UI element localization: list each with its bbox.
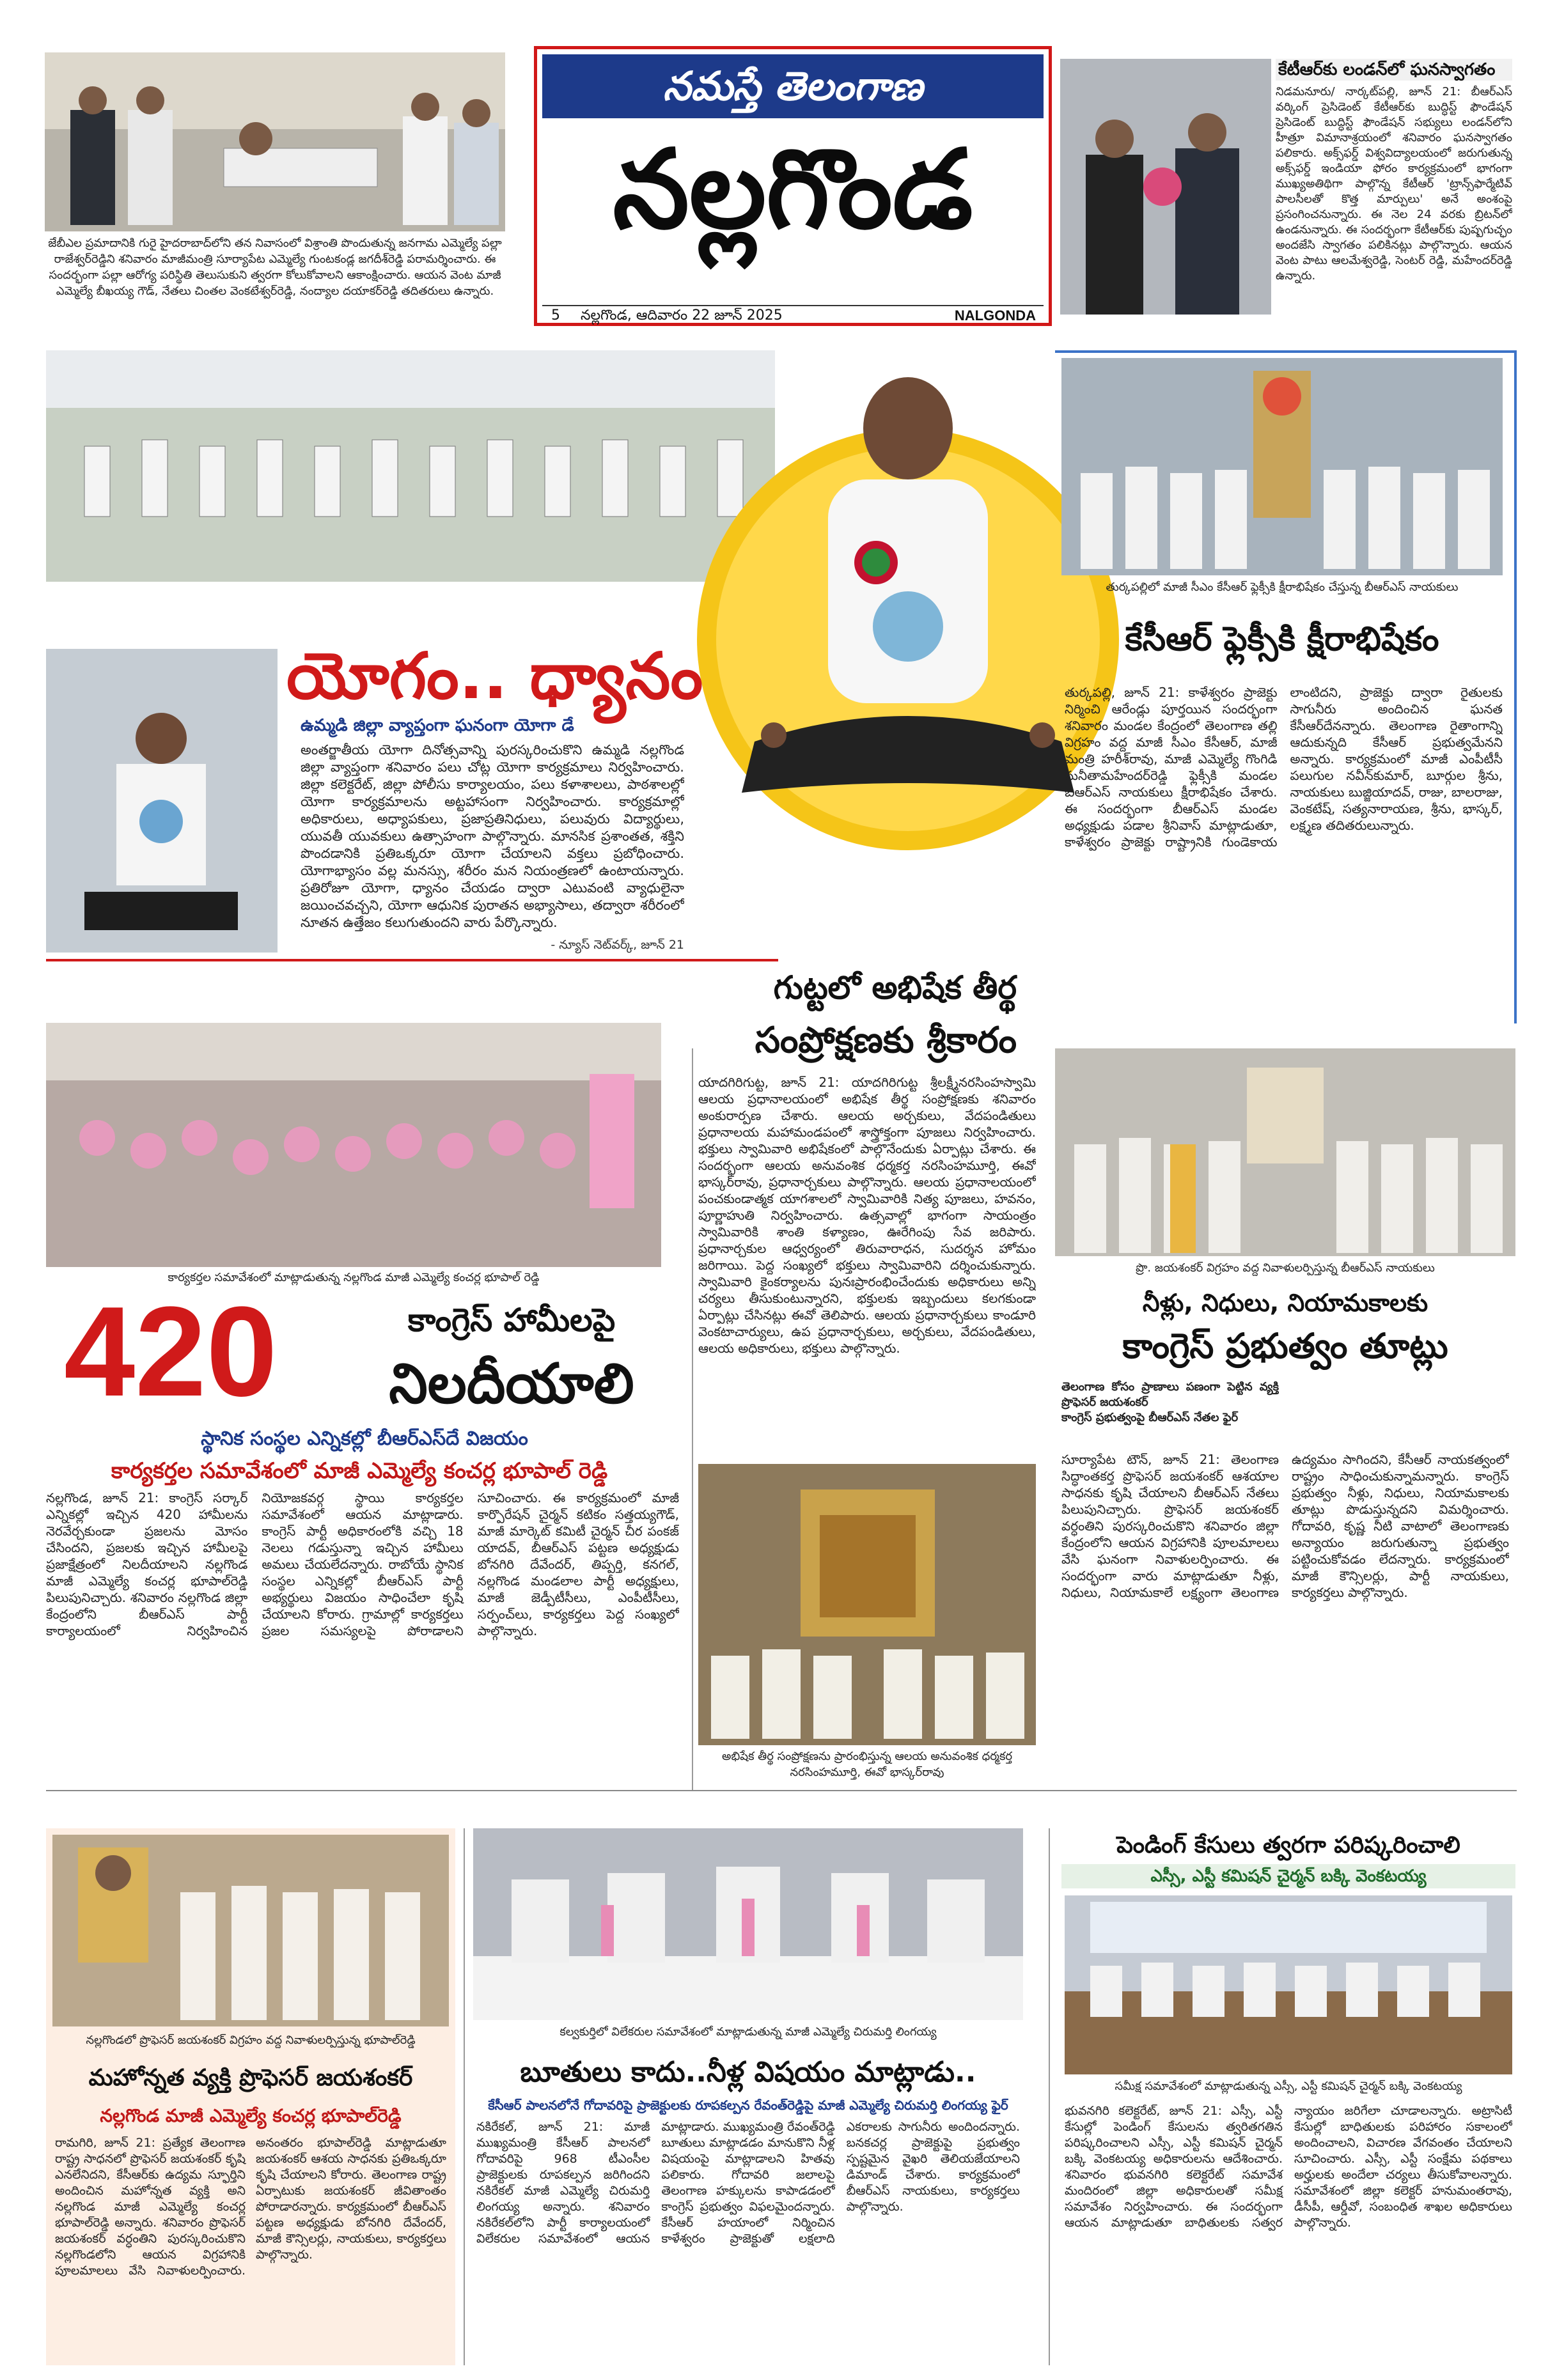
bottom-divider-2: [1049, 1828, 1050, 2365]
photo-yoga-man: [46, 649, 278, 953]
gutta-body: యాదగిరిగుట్ట, జూన్ 21: యాదగిరిగుట్ట శ్రీలక్ష్మీనరసింహస్వామి ఆలయ ప్రధానాలయంలో అభిషేక తీర్థ సంప్రోక్షణకు శనివారం అంకురార్పణ చేశారు. ఆలయ అర్చకులు, వేదపండితులు ప్రధానాలయ మహామండపంలో శాస్త్రోక్తంగా పూజలు నిర్వహించారు. భక్తులు స్వామివారి అభిషేకంలో పాల్గొనేందుకు ఏర్పాట్లు చేశారు. ఈ సందర్భంగా ఆలయ అనువంశిక ధర్మకర్త నరసింహమూర్తి, ఈవో భాస్కర్‌రావు, ప్రధానార్చకులు పాల్గొన్నారు. ఆలయ ప్రధానాలయంలో పంచకుండాత్మక యాగశాలలో స్వామివారికి నిత్య పూజలు, హవనం, పూర్ణాహుతి నిర్వహించారు. ఉత్సవాల్లో భాగంగా సాయంత్రం స్వామివారికి శాంతి కళ్యాణం, ఊరేగింపు సేవ జరిపారు. ప్రధానార్చకుల ఆధ్వర్యంలో తిరువారాధన, సుదర్శన హోమం జరిగాయి. పెద్ద సంఖ్యలో భక్తులు స్వామివారిని దర్శించుకున్నారు. స్వామివారి కైంకర్యాలను పునఃప్రారంభించేందుకు అధికారులు అన్ని చర్యలు తీసుకుంటున్నారని, భక్తులకు ఇబ్బందులు కలగకుండా ఏర్పాట్లు చేసినట్లు ఈవో తెలిపారు. ఆలయ ప్రధానార్చకులు కాండూరి వెంకటాచార్యులు, ఉప ప్రధానార్చకులు, అర్చకులు, వేదపండితులు, ఆలయ అధికారులు, భక్తులు పాల్గొన్నారు.: [698, 1075, 1036, 1356]
photo-jayashankar-tribute: [1055, 1048, 1515, 1256]
bhupal-body: రామగిరి, జూన్ 21: ప్రత్యేక తెలంగాణ రాష్ట్ర సాధనలో ప్రొఫెసర్ జయశంకర్ కృషి ఎనలేనిదని, కేసీఆర్‌కు ఉద్యమ స్ఫూర్తిని అందించిన మహోన్నత వ్యక్తి అని నల్లగొండ మాజీ ఎమ్మెల్యే కంచర్ల భూపాల్‌రెడ్డి అన్నారు. శనివారం ప్రొఫెసర్ జయశంకర్ వర్ధంతిని పురస్కరించుకొని నల్లగొండలోని ఆయన విగ్రహానికి పూలమాలలు వేసి నివాళులర్పించారు. అనంతరం భూపాల్‌రెడ్డి మాట్లాడుతూ జయశంకర్ ఆశయ సాధనకు ప్రతిఒక్కరూ కృషి చేయాలని కోరారు. తెలంగాణ రాష్ట్ర ఏర్పాటుకు జయశంకర్ జీవితాంతం పోరాడారన్నారు. కార్యక్రమంలో బీఆర్‌ఎస్ పట్టణ అధ్యక్షుడు బోనగిరి దేవేందర్, మాజీ కౌన్సిలర్లు, నాయకులు, కార్యకర్తలు పాల్గొన్నారు.: [55, 2136, 446, 2278]
masthead: [534, 46, 1052, 326]
press-meet-headline: బూతులు కాదు..నీళ్ల విషయం మాట్లాడు..: [520, 2056, 976, 2088]
bottom-divider-1: [464, 1828, 465, 2365]
yoga-man-illustration: [46, 649, 278, 953]
press-meet-illustration: [473, 1828, 1023, 2020]
party-meeting-caption: కార్యకర్తల సమావేశంలో మాట్లాడుతున్న నల్లగొండ మాజీ ఎమ్మెల్యే కంచర్ల భూపాల్ రెడ్డి: [168, 1271, 540, 1284]
sc-st-headline: పెండింగ్ కేసులు త్వరగా పరిష్కరించాలి: [1116, 1832, 1460, 1858]
water-headline-1: నీళ్లు, నిధులు, నియామకాలకు: [1142, 1289, 1428, 1317]
water-bullet-2: కాంగ్రెస్ ప్రభుత్వంపై బీఆర్‌ఎస్ నేతల ఫైర్: [1061, 1411, 1239, 1424]
edition-english: NALGONDA: [954, 307, 1036, 323]
yoga-body: అంతర్జాతీయ యోగా దినోత్సవాన్ని పురస్కరించుకొని ఉమ్మడి నల్లగొండ జిల్లా వ్యాప్తంగా శనివారం పలు చోట్ల యోగా కార్యక్రమాలు నిర్వహించారు. జిల్లా కలెక్టరేట్, జిల్లా పోలీసు కార్యాలయం, పలు కళాశాలలు, పాఠశాలల్లో యోగా కార్యక్రమాలను అట్టహాసంగా నిర్వహించారు. కార్యక్రమాల్లో అధికారులు, అధ్యాపకులు, ప్రజాప్రతినిధులు, పలువురు విద్యార్థులు, యువతీ యువకులు ఉత్సాహంగా పాల్గొన్నారు. మానసిక ప్రశాంతత, శక్తిని పొందడానికి ప్రతిఒక్కరూ యోగా చేయాలని వక్తలు ప్రబోధించారు. యోగాభ్యాసం వల్ల మనస్సు, శరీరం మన నియంత్రణలో ఉంటాయన్నారు. ప్రతిరోజూ యోగా, ధ్యానం చేయడం ద్వారా ఎటువంటి వ్యాధులైనా జయించవచ్చని, యోగా ఆధునిక పురాతన అభ్యాసాలు, తద్వారా శరీరంలో నూతన ఉత్తేజం కలుగుతుందని వారు పేర్కొన్నారు.: [301, 742, 684, 930]
kcr-frame-top: [1055, 350, 1515, 353]
tribute-caption: ప్రొ. జయశంకర్ విగ్రహం వద్ద నివాళులర్పిస్తున్న బీఆర్‌ఎస్ నాయకులు: [1136, 1261, 1435, 1275]
hospital-scene-illustration: [45, 52, 505, 231]
party-meeting-illustration: [46, 1023, 661, 1267]
headline-420-line1: కాంగ్రెస్ హామీలపై: [407, 1302, 616, 1339]
bhupal-caption: నల్లగొండలో ప్రొఫెసర్ జయశంకర్ విగ్రహం వద్ద నివాళులర్పిస్తున్న భూపాల్‌రెడ్డి: [86, 2034, 416, 2047]
press-meet-subhead: కేసీఆర్ పాలనలోనే గోదావరిపై ప్రాజెక్టులకు రూపకల్పన రేవంత్‌రెడ్డిపై మాజీ ఎమ్మెల్యే చిరుమర్తి లింగయ్య ఫైర్: [488, 2097, 1008, 2113]
photo-temple-ritual: [698, 1464, 1036, 1745]
kcr-headline: కేసీఆర్ ఫ్లెక్సీకి క్షీరాభిషేకం: [1125, 620, 1439, 658]
dateline: నల్లగొండ, ఆదివారం 22 జూన్ 2025: [581, 307, 783, 323]
review-meeting-illustration: [1065, 1895, 1512, 2074]
edition-title: నల్లగొండ: [613, 127, 973, 253]
body-420: నల్లగొండ, జూన్ 21: కాంగ్రెస్ సర్కార్ ఎన్నికల్లో ఇచ్చిన 420 హామీలను నెరవేర్చకుండా ప్రజలను మోసం చేసిందని, ప్రజలకు ఇచ్చిన హామీలపై ప్రజాక్షేత్రంలో నిలదీయాలని నల్లగొండ మాజీ ఎమ్మెల్యే కంచర్ల భూపాల్‌రెడ్డి పిలుపునిచ్చారు. శనివారం నల్లగొండ జిల్లా కేంద్రంలోని బీఆర్‌ఎస్ పార్టీ కార్యాలయంలో నిర్వహించిన నియోజకవర్గ స్థాయి కార్యకర్తల సమావేశంలో ఆయన మాట్లాడారు. కాంగ్రెస్ పార్టీ అధికారంలోకి వచ్చి 18 నెలలు గడుస్తున్నా ఇచ్చిన హామీలు అమలు చేయలేదన్నారు. రాబోయే స్థానిక సంస్థల ఎన్నికల్లో బీఆర్‌ఎస్ పార్టీ అభ్యర్థులు విజయం సాధించేలా కృషి చేయాలని కోరారు. గ్రామాల్లో కార్యకర్తలు ప్రజల సమస్యలపై పోరాడాలని సూచించారు. ఈ కార్యక్రమంలో మాజీ కార్పొరేషన్ చైర్మన్ కటికం సత్తయ్యగౌడ్, మాజీ మార్కెట్ కమిటీ చైర్మన్ చీర పంకజ్ యాదవ్, బీఆర్‌ఎస్ పట్టణ అధ్యక్షుడు బోనగిరి దేవేందర్, తిప్పర్తి, కనగల్, నల్లగొండ మండలాల పార్టీ అధ్యక్షులు, మాజీ జెడ్పీటీసీలు, ఎంపీటీసీలు, సర్పంచ్‌లు, కార్యకర్తలు పెద్ద సంఖ్యలో పాల్గొన్నారు.: [46, 1490, 679, 1638]
photo-review-meeting: [1065, 1895, 1512, 2074]
temple-caption: అభిషేక తీర్థ సంప్రోక్షణను ప్రారంభిస్తున్న ఆలయ అనువంశిక ధర్మకర్త నరసింహమూర్తి, ఈవో భాస్కర్‌రావు: [721, 1750, 1013, 1779]
headline-420-line2: నిలదీయాలి: [389, 1352, 634, 1416]
top-left-caption: జేబీఎల ప్రమాదానికి గురై హైదరాబాద్‌లోని తన నివాసంలో విశ్రాంతి పొందుతున్న జనగామ ఎమ్మెల్యే పల్లా రాజేశ్వర్‌రెడ్డిని శనివారం మాజీమంత్రి సూర్యాపేట ఎమ్మెల్యే గుంటకండ్ల జగదీశ్‌రెడ్డి పరామర్శించారు. ఈ సందర్భంగా పల్లా ఆరోగ్య పరిస్థితి తెలుసుకుని త్వరగా కోలుకోవాలని ఆకాంక్షించారు. ఆయన వెంట మాజీ ఎమ్మెల్యే బీఖయ్య గౌడ్, నేతలు చింతల వెంకటేశ్వర్‌రెడ్డి, నంద్యాల దయాకర్‌రెడ్డి తదితరులు ఉన్నారు.: [48, 237, 502, 298]
gutta-headline-1: గుట్టలో అభిషేక తీర్థ: [773, 969, 1017, 1006]
press-meet-caption: కల్వకుర్తిలో విలేకరుల సమావేశంలో మాట్లాడుతున్న మాజీ ఎమ్మెల్యే చిరుమర్తి లింగయ్య: [559, 2025, 937, 2039]
headline-420-number: 420: [64, 1280, 278, 1423]
sc-st-body: భువనగిరి కలెక్టరేట్, జూన్ 21: ఎస్సీ, ఎస్టీ కేసుల్లో పెండింగ్ కేసులను త్వరితగతిన పరిష్కరించాలని ఎస్సీ, ఎస్టీ కమిషన్ చైర్మన్ బక్కి వెంకటయ్య అధికారులను ఆదేశించారు. శనివారం భువనగిరి కలెక్టరేట్ సమావేశ మందిరంలో జిల్లా అధికారులతో సమీక్ష సమావేశం నిర్వహించారు. ఈ సందర్భంగా ఆయన మాట్లాడుతూ బాధితులకు సత్వర న్యాయం జరిగేలా చూడాలన్నారు. అట్రాసిటీ కేసుల్లో బాధితులకు పరిహారం సకాలంలో అందించాలని, విచారణ వేగవంతం చేయాలని సూచించారు. ఎస్సీ, ఎస్టీ సంక్షేమ పథకాలు అర్హులకు అందేలా చర్యలు తీసుకోవాలన్నారు. సమావేశంలో జిల్లా కలెక్టర్ హనుమంతరావు, డీసీపీ, ఆర్డీవో, సంబంధిత శాఖల అధికారులు పాల్గొన్నారు.: [1065, 2104, 1512, 2230]
photo-press-meet: [473, 1828, 1023, 2020]
yoga-subhead: ఉమ్మడి జిల్లా వ్యాప్తంగా ఘనంగా యోగా డే: [301, 716, 574, 735]
ktr-welcome-illustration: [1060, 59, 1271, 315]
mid-page-divider: [46, 1790, 1517, 1791]
brand-banner: నమస్తే తెలంగాణ: [542, 54, 1044, 118]
press-meet-body: నకిరేకల్, జూన్ 21: మాజీ ముఖ్యమంత్రి కేసీఆర్ పాలనలో గోదావరిపై 968 టీఎంసీల ప్రాజెక్టులకు రూపకల్పన జరిగిందని నకిరేకల్ మాజీ ఎమ్మెల్యే చిరుమర్తి లింగయ్య అన్నారు. శనివారం నకిరేకల్‌లోని పార్టీ కార్యాలయంలో విలేకరుల సమావేశంలో ఆయన మాట్లాడారు. ముఖ్యమంత్రి రేవంత్‌రెడ్డి బూతులు మాట్లాడడం మానుకొని నీళ్ల విషయంపై మాట్లాడాలని హితవు పలికారు. గోదావరి జలాలపై తెలంగాణ హక్కులను కాపాడడంలో కాంగ్రెస్ ప్రభుత్వం విఫలమైందన్నారు. కేసీఆర్ హయాంలో నిర్మించిన కాళేశ్వరం ప్రాజెక్టుతో లక్షలాది ఎకరాలకు సాగునీరు అందిందన్నారు. బనకచర్ల ప్రాజెక్టుపై ప్రభుత్వం స్పష్టమైన వైఖరి తెలియజేయాలని డిమాండ్ చేశారు. కార్యక్రమంలో బీఆర్‌ఎస్ నాయకులు, కార్యకర్తలు పాల్గొన్నారు.: [476, 2120, 1020, 2246]
water-bullets: [1061, 1380, 1279, 1450]
sc-st-subhead: ఎస్సీ, ఎస్టీ కమిషన్ చైర్మన్ బక్కి వెంకటయ్య: [1061, 1864, 1515, 1888]
yoga-bottom-rule: [46, 959, 778, 961]
bhupal-tribute-illustration: [52, 1835, 449, 2026]
photo-bhupal-tribute: [52, 1835, 449, 2026]
tribute-group-illustration: [1055, 1048, 1515, 1256]
photo-mla-hospital-visit: [45, 52, 505, 231]
kcr-frame-right: [1514, 350, 1517, 1023]
water-body: సూర్యాపేట టౌన్, జూన్ 21: తెలంగాణ సిద్ధాంతకర్త ప్రొఫెసర్ జయశంకర్ ఆశయాల సాధనకు కృషి చేయాలని బీఆర్‌ఎస్ నేతలు పిలుపునిచ్చారు. ప్రొఫెసర్ జయశంకర్ వర్ధంతిని పురస్కరించుకొని శనివారం జిల్లా కేంద్రంలోని ఆయన విగ్రహానికి పూలమాలలు వేసి ఘనంగా నివాళులర్పించారు. ఈ సందర్భంగా వారు మాట్లాడుతూ నీళ్లు, నిధులు, నియామకాలే లక్ష్యంగా తెలంగాణ ఉద్యమం సాగిందని, కేసీఆర్ నాయకత్వంలో రాష్ట్రం సాధించుకున్నామన్నారు. కాంగ్రెస్ ప్రభుత్వం నీళ్లు, నిధులు, నియామకాలకు తూట్లు పొడుస్తున్నదని విమర్శించారు. గోదావరి, కృష్ణ నీటి వాటాలో తెలంగాణకు అన్యాయం జరుగుతున్నా ప్రభుత్వం పట్టించుకోవడం లేదన్నారు. కార్యక్రమంలో మాజీ కౌన్సిలర్లు, పార్టీ నాయకులు, కార్యకర్తలు పాల్గొన్నారు.: [1061, 1452, 1509, 1600]
bhupal-headline: మహోన్నత వ్యక్తి ప్రొఫెసర్ జయశంకర్: [88, 2065, 413, 2091]
yoga-group-illustration: [46, 350, 775, 582]
gutta-col-divider: [692, 1048, 693, 1790]
photo-yoga-group: [46, 350, 775, 582]
subhead-420-1: స్థానిక సంస్థల ఎన్నికల్లో బీఆర్‌ఎస్‌దే విజయం: [201, 1427, 528, 1450]
kcr-caption: తుర్కపల్లిలో మాజీ సీఎం కేసీఆర్ ఫ్లెక్సీకి క్షీరాభిషేకం చేస్తున్న బీఆర్‌ఎస్ నాయకులు: [1106, 580, 1459, 594]
dateline-bar: [542, 305, 1044, 324]
ktr-headline: కేటీఆర్‌కు లండన్‌లో ఘనస్వాగతం: [1276, 59, 1512, 81]
bhupal-subhead: నల్లగొండ మాజీ ఎమ్మెల్యే కంచర్ల భూపాల్‌రెడ్డి: [100, 2105, 402, 2126]
water-headline-2: కాంగ్రెస్ ప్రభుత్వం తూట్లు: [1122, 1326, 1448, 1366]
water-bullet-1: తెలంగాణ కోసం ప్రాణాలు పణంగా పెట్టిన వ్యక్తి ప్రొఫెసర్ జయశంకర్: [1061, 1380, 1279, 1409]
yoga-credit: - న్యూస్ నెట్‌వర్క్, జూన్ 21: [551, 938, 684, 952]
kcr-flex-illustration: [1061, 358, 1503, 575]
photo-kcr-flex: [1061, 358, 1503, 575]
gutta-headline-2: సంప్రోక్షణకు శ్రీకారం: [755, 1020, 1017, 1061]
review-meeting-caption: సమీక్ష సమావేశంలో మాట్లాడుతున్న ఎస్సీ, ఎస్టీ కమిషన్ చైర్మన్ బక్కి వెంకటయ్య: [1115, 2080, 1462, 2093]
ktr-body: నిడమనూరు/ నార్కట్‌పల్లి, జూన్ 21: బీఆర్‌ఎస్ వర్కింగ్ ప్రెసిడెంట్ కేటీఆర్‌కు బుద్ధిస్ట్ ఫౌండేషన్ ప్రెసిడెంట్ బుద్ధిస్ట్ ఫౌండేషన్ సభ్యులు లండన్‌లోని హీత్రూ విమానాశ్రయంలో శనివారం ఘనస్వాగతం పలికారు. అక్స్‌ఫర్డ్ విశ్వవిద్యాలయంలో జరుగుతున్న అక్స్‌ఫర్డ్ ఇండియా ఫోరం కార్యక్రమంలో భాగంగా ముఖ్యఅతిథిగా పాల్గొన్న కేటీఆర్ 'ట్రాన్స్‌ఫార్మేటివ్ పాలసీలతో కొత్త మార్పులు' అనే అంశంపై ప్రసంగించనున్నారు. ఈ నెల 24 వరకు బ్రిటన్‌లో ఉండనున్నారు. ఈ సందర్భంగా కేటీఆర్‌కు పుష్పగుచ్ఛం అందజేసి స్వాగతం పలికినట్లు పాల్గొన్నారు. ఆయన వెంట పాటు ఆలమేశ్వరెడ్డి, సెంటర్ రెడ్డి, మహేందర్‌రెడ్డి ఉన్నారు.: [1276, 85, 1512, 283]
photo-party-meeting: [46, 1023, 661, 1267]
page-number: 5: [551, 307, 560, 323]
temple-ritual-illustration: [698, 1464, 1036, 1745]
kcr-body: తుర్కపల్లి, జూన్ 21: కాళేశ్వరం ప్రాజెక్టు నిర్మించి ఆరేండ్లు పూర్తయిన సందర్భంగా శనివారం మండల కేంద్రంలో తెలంగాణ తల్లి విగ్రహం వద్ద మాజీ సీఎం కేసీఆర్, మాజీ మంత్రి హరీశ్‌రావు, మాజీ ఎమ్మెల్యే గొంగిడి సునీతామహేందర్‌రెడ్డి ఫ్లెక్సీకి మండల బీఆర్‌ఎస్ నాయకులు క్షీరాభిషేకం చేశారు. ఈ సందర్భంగా బీఆర్‌ఎస్ మండల అధ్యక్షుడు పడాల శ్రీనివాస్ మాట్లాడుతూ, కాళేశ్వరం ప్రాజెక్టు రాష్ట్రానికి గుండెకాయ లాంటిదని, ప్రాజెక్టు ద్వారా రైతులకు సాగునీరు అందించిన ఘనత కేసీఆర్‌దేనన్నారు. తెలంగాణ రైతాంగాన్ని ఆదుకున్నది కేసీఆర్ ప్రభుత్వమేనని అన్నారు. కార్యక్రమంలో మాజీ ఎంపీటీసీ పలుగుల నవీన్‌కుమార్, బూర్గుల శ్రీను, నాయకులు బుజ్జియాదవ్, రాజు, బాలరాజు, వెంకటేష్, సత్యనారాయణ, శ్రీను, భాస్కర్, లక్ష్మణ తదితరులున్నారు.: [1065, 685, 1503, 850]
subhead-420-2: కార్యకర్తల సమావేశంలో మాజీ ఎమ్మెల్యే కంచర్ల భూపాల్ రెడ్డి: [111, 1458, 608, 1484]
yoga-headline: యోగం.. ధ్యానం: [286, 639, 703, 713]
photo-ktr-london: [1060, 59, 1271, 315]
